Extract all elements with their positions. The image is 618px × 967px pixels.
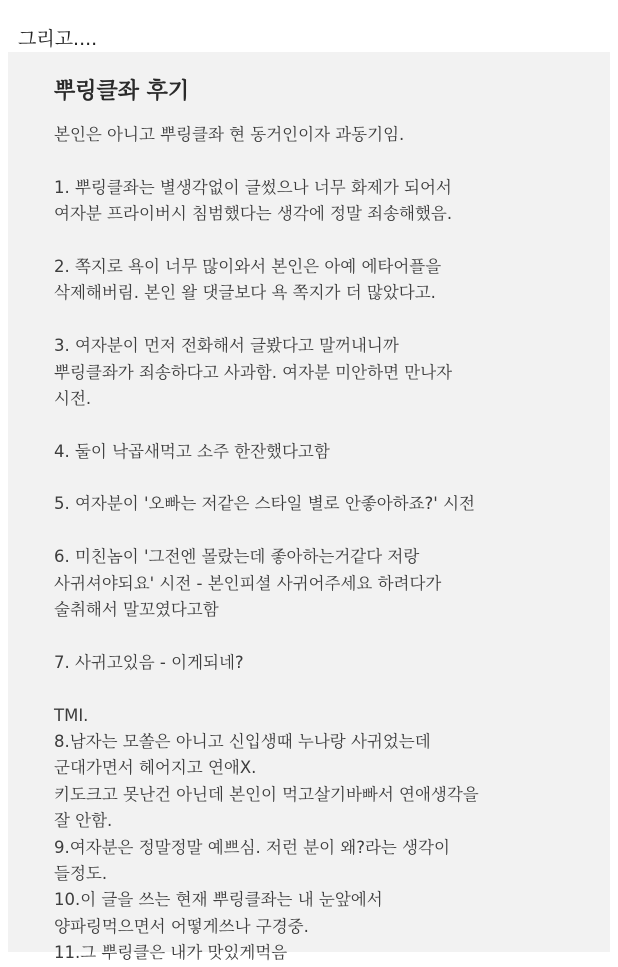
item-2-line: 삭제해버림. 본인 왈 댓글보다 욕 쪽지가 더 많았다고. bbox=[54, 283, 436, 303]
post-body bbox=[54, 122, 599, 967]
tmi-line: 군대가면서 헤어지고 연애X. bbox=[54, 758, 257, 778]
tmi-line: 잘 안함. bbox=[54, 811, 113, 831]
paragraph-gap bbox=[54, 518, 599, 544]
item-6-line: 사귀셔야되요' 시전 - 본인피셜 사귀어주세요 하려다가 bbox=[54, 573, 442, 593]
tmi-heading: TMI. bbox=[54, 705, 89, 725]
paragraph-gap bbox=[54, 148, 599, 174]
item-6-line: 6. 미친놈이 '그전엔 몰랐는데 좋아하는거같다 저랑 bbox=[54, 547, 420, 567]
item-1-line: 여자분 프라이버시 침범했다는 생각에 정말 죄송해했음. bbox=[54, 204, 453, 224]
paragraph-gap bbox=[54, 623, 599, 649]
tmi-line: 키도크고 못난건 아닌데 본인이 먹고살기바빠서 연애생각을 bbox=[54, 784, 479, 804]
tmi-line: 8.남자는 모쏠은 아니고 신입생때 누나랑 사귀었는데 bbox=[54, 731, 431, 751]
item-3-line: 3. 여자분이 먼저 전화해서 글봤다고 말꺼내니까 bbox=[54, 336, 399, 356]
tmi-line: 양파링먹으면서 어떻게쓰나 구경중. bbox=[54, 916, 309, 936]
tmi-line: 들정도. bbox=[54, 863, 108, 883]
tmi-line: 10.이 글을 쓰는 현재 뿌링클좌는 내 눈앞에서 bbox=[54, 890, 383, 910]
paragraph-gap bbox=[54, 307, 599, 333]
post-card bbox=[8, 52, 610, 963]
item-7-line: 7. 사귀고있음 - 이게되네? bbox=[54, 652, 244, 672]
paragraph-gap bbox=[54, 412, 599, 438]
item-2-line: 2. 쪽지로 욕이 너무 많이와서 본인은 아예 에타어플을 bbox=[54, 256, 442, 276]
item-4-line: 4. 둘이 낙곱새먹고 소주 한잔했다고함 bbox=[54, 441, 330, 461]
paragraph-gap bbox=[54, 676, 599, 702]
paragraph-gap bbox=[54, 465, 599, 491]
intro-line: 본인은 아니고 뿌링클좌 현 동거인이자 과동기임. bbox=[54, 125, 405, 144]
item-3-line: 뿌링클좌가 죄송하다고 사과함. 여자분 미안하면 만나자 bbox=[54, 362, 453, 382]
caption-text: 그리고.... bbox=[18, 28, 98, 50]
tmi-line: 11.그 뿌링클은 내가 맛있게먹음 bbox=[54, 943, 288, 963]
item-6-line: 술취해서 말꼬였다고함 bbox=[54, 600, 219, 620]
post-title: 뿌링클좌 후기 bbox=[54, 79, 190, 104]
item-1-line: 1. 뿌링클좌는 별생각없이 글썼으나 너무 화제가 되어서 bbox=[54, 177, 452, 197]
item-3-line: 시전. bbox=[54, 388, 92, 408]
tmi-line: 9.여자분은 정말정말 예쁘심. 저런 분이 왜?라는 생각이 bbox=[54, 837, 450, 857]
paragraph-gap bbox=[54, 228, 599, 254]
item-5-line: 5. 여자분이 '오빠는 저같은 스타일 별로 안좋아하죠?' 시전 bbox=[54, 494, 475, 514]
